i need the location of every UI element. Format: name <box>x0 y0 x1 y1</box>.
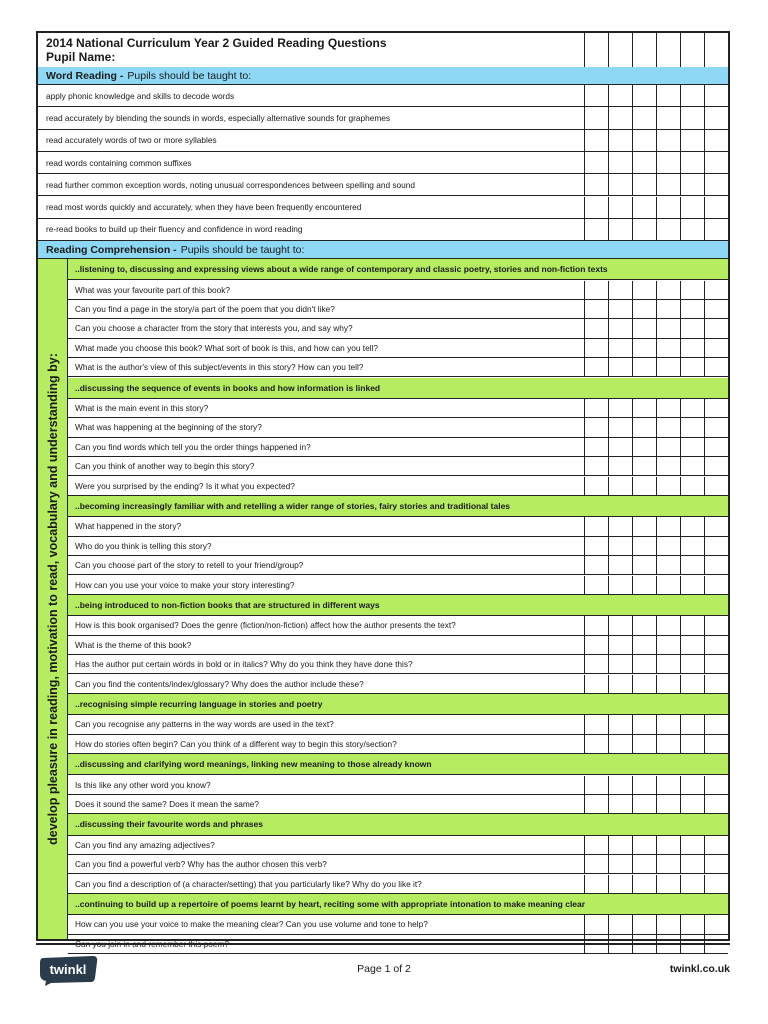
title-row <box>38 33 728 68</box>
question-row: Has the author put certain words in bold or in italics? Why do you think they have done this? <box>68 655 728 674</box>
question-row: How can you use your voice to make the meaning clear? Can you use volume and tone to help? <box>68 915 728 934</box>
document-title: 2014 National Curriculum Year 2 Guided Reading Questions <box>46 36 387 50</box>
tick-boxes <box>584 517 728 535</box>
question-row: How do stories often begin? Can you think of a different way to begin this story/section? <box>68 735 728 754</box>
question-row: Is this like any other word you know? <box>68 776 728 795</box>
word-reading-row: read accurately words of two or more syllables <box>38 130 728 152</box>
tick-boxes <box>584 319 728 337</box>
tick-boxes <box>584 616 728 634</box>
question-row: What is the main event in this story? <box>68 399 728 418</box>
tick-boxes <box>584 776 728 794</box>
tick-boxes <box>584 85 728 106</box>
footer-divider <box>36 943 730 945</box>
tick-boxes <box>584 152 728 173</box>
section-heading: ..discussing the sequence of events in books and how information is linked <box>68 378 728 399</box>
question-row: Can you find the contents/index/glossary? Why does the author include these? <box>68 675 728 694</box>
tick-boxes <box>584 795 728 813</box>
comprehension-side-label <box>38 259 68 939</box>
question-row: What was happening at the beginning of the story? <box>68 418 728 437</box>
question-row: Can you find a page in the story/a part of the poem that you didn't like? <box>68 300 728 319</box>
word-reading-row: read words containing common suffixes <box>38 152 728 174</box>
section-heading: ..recognising simple recurring language in stories and poetry <box>68 694 728 715</box>
section-heading: ..discussing their favourite words and phrases <box>68 814 728 835</box>
section-heading: ..being introduced to non-fiction books that are structured in different ways <box>68 595 728 616</box>
question-row: What made you choose this book? What sort of book is this, and how can you tell? <box>68 339 728 358</box>
tick-boxes <box>584 339 728 357</box>
tick-boxes <box>584 219 728 240</box>
question-row: Can you find a powerful verb? Why has the author chosen this verb? <box>68 855 728 874</box>
question-row: What was your favourite part of this book? <box>68 281 728 300</box>
section-heading: ..continuing to build up a repertoire of poems learnt by heart, reciting some with appropriate intonation to make meaning clear <box>68 894 728 915</box>
question-row: Can you think of another way to begin this story? <box>68 457 728 476</box>
word-reading-row: re-read books to build up their fluency and confidence in word reading <box>38 219 728 241</box>
question-row: Can you find any amazing adjectives? <box>68 836 728 855</box>
question-row: Can you find a description of (a character/setting) that you particularly like? Why do you like it? <box>68 875 728 894</box>
word-reading-row: read accurately by blending the sounds in words, especially alternative sounds for graphemes <box>38 107 728 129</box>
tick-boxes <box>584 281 728 299</box>
tick-boxes <box>584 855 728 873</box>
tick-boxes <box>584 636 728 654</box>
question-row: Does it sound the same? Does it mean the same? <box>68 795 728 814</box>
tick-boxes <box>584 655 728 673</box>
pupil-name-label: Pupil Name: <box>46 50 116 64</box>
question-row: Can you choose a character from the story that interests you, and say why? <box>68 319 728 338</box>
tick-boxes <box>584 107 728 128</box>
word-reading-row: read most words quickly and accurately, when they have been frequently encountered <box>38 197 728 219</box>
question-row: Who do you think is telling this story? <box>68 537 728 556</box>
tick-boxes <box>584 358 728 376</box>
section-heading: ..listening to, discussing and expressing views about a wide range of contemporary and classic poetry, stories and non-fiction texts <box>68 259 728 280</box>
tick-boxes <box>584 915 728 933</box>
side-label-text: develop pleasure in reading, motivation to read, vocabulary and understanding by: <box>45 353 60 845</box>
reading-comprehension-header: Reading Comprehension - Pupils should be taught to: <box>38 241 728 259</box>
tick-boxes <box>584 836 728 854</box>
logo-text: twinkl <box>49 962 87 977</box>
tick-boxes <box>584 457 728 475</box>
tick-boxes <box>584 418 728 436</box>
tick-boxes <box>584 715 728 733</box>
question-row: Can you choose part of the story to retell to your friend/group? <box>68 556 728 575</box>
tick-boxes <box>584 130 728 151</box>
question-row: What is the author's view of this subject/events in this story? How can you tell? <box>68 358 728 377</box>
question-row: What happened in the story? <box>68 517 728 536</box>
title-block <box>46 36 387 64</box>
tick-boxes <box>584 33 728 67</box>
checklist-sheet <box>36 31 730 941</box>
tick-boxes <box>584 576 728 594</box>
tick-boxes <box>584 675 728 693</box>
word-reading-header: Word Reading - Pupils should be taught to: <box>38 67 728 85</box>
tick-boxes <box>584 477 728 495</box>
tick-boxes <box>584 875 728 893</box>
tick-boxes <box>584 537 728 555</box>
section-heading: ..becoming increasingly familiar with and retelling a wider range of stories, fairy stories and traditional tales <box>68 496 728 517</box>
tick-boxes <box>584 174 728 195</box>
tick-boxes <box>584 197 728 218</box>
question-row: Can you recognise any patterns in the way words are used in the text? <box>68 715 728 734</box>
tick-boxes <box>584 438 728 456</box>
tick-boxes <box>584 735 728 753</box>
question-row: How can you use your voice to make your story interesting? <box>68 576 728 595</box>
question-row: How is this book organised? Does the genre (fiction/non-fiction) affect how the author presents the text? <box>68 616 728 635</box>
site-url: twinkl.co.uk <box>669 963 730 975</box>
tick-boxes <box>584 556 728 574</box>
word-reading-row: apply phonic knowledge and skills to decode words <box>38 85 728 107</box>
page-number: Page 1 of 2 <box>357 963 411 975</box>
tick-boxes <box>584 399 728 417</box>
question-row: Were you surprised by the ending? Is it what you expected? <box>68 477 728 496</box>
question-row: Can you find words which tell you the order things happened in? <box>68 438 728 457</box>
question-row: What is the theme of this book? <box>68 636 728 655</box>
section-heading: ..discussing and clarifying word meanings, linking new meaning to those already known <box>68 754 728 775</box>
word-reading-row: read further common exception words, noting unusual correspondences between spelling and sound <box>38 174 728 196</box>
tick-boxes <box>584 300 728 318</box>
